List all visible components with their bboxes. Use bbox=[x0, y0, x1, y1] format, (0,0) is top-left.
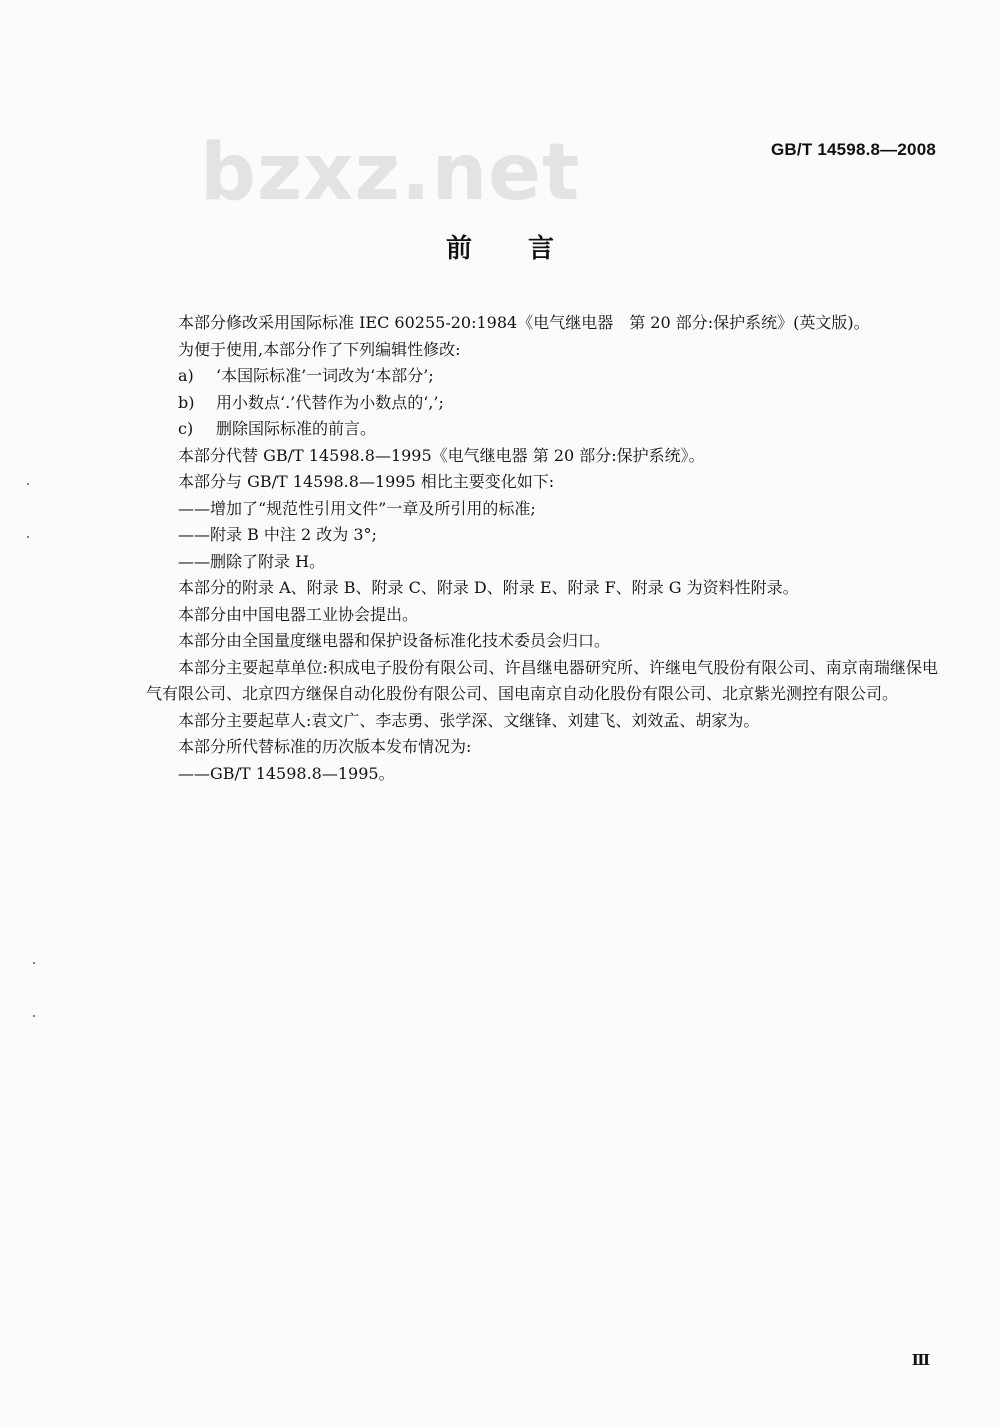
paragraph-replaces: 本部分代替 GB/T 14598.8—1995《电气继电器 第 20 部分:保护系统》。 bbox=[178, 445, 705, 465]
edit-item-label: b) bbox=[178, 392, 195, 412]
edit-item-text: ‘本国际标准’一词改为‘本部分’; bbox=[216, 366, 434, 385]
scan-speck bbox=[33, 1015, 35, 1017]
scan-speck bbox=[33, 962, 35, 964]
scan-speck bbox=[27, 536, 29, 538]
edit-item-label: a) bbox=[178, 366, 194, 385]
paragraph-drafting-units: 本部分主要起草单位:积成电子股份有限公司、许昌继电器研究所、许继电气股份有限公司、南京南瑞继保电气有限公司、北京四方继保自动化股份有限公司、国电南京自动化股份有限公司、北京紫光测控有限公司。 bbox=[146, 657, 938, 703]
edit-item bbox=[146, 363, 938, 390]
history-item: ——GB/T 14598.8—1995。 bbox=[178, 763, 395, 783]
paragraph-managed-by: 本部分由全国量度继电器和保护设备标准化技术委员会归口。 bbox=[178, 631, 611, 650]
watermark: bzxz.net bbox=[200, 128, 581, 218]
preface-body bbox=[146, 310, 938, 787]
change-item: ——删除了附录 H。 bbox=[178, 551, 326, 571]
paragraph-history-intro: 本部分所代替标准的历次版本发布情况为: bbox=[178, 737, 472, 756]
scan-speck bbox=[27, 483, 29, 485]
edit-item-label: c) bbox=[178, 419, 194, 438]
edit-item-text: 删除国际标准的前言。 bbox=[216, 419, 377, 438]
page-number: Ⅲ bbox=[911, 1351, 930, 1369]
paragraph-appendix-note: 本部分的附录 A、附录 B、附录 C、附录 D、附录 E、附录 F、附录 G 为资料性附录。 bbox=[178, 578, 799, 597]
paragraph-proposed-by: 本部分由中国电器工业协会提出。 bbox=[178, 604, 419, 624]
paragraph-drafters: 本部分主要起草人:袁文广、李志勇、张学深、文继锋、刘建飞、刘效孟、胡家为。 bbox=[178, 710, 760, 730]
paragraph-adoption: 本部分修改采用国际标准 IEC 60255-20:1984《电气继电器 第 20 部分:保护系统》(英文版)。 bbox=[178, 313, 870, 332]
standard-code: GB/T 14598.8—2008 bbox=[771, 140, 936, 159]
change-item: ——附录 B 中注 2 改为 3°; bbox=[178, 525, 377, 544]
paragraph-edit-intro: 为便于使用,本部分作了下列编辑性修改: bbox=[178, 339, 461, 359]
edit-item bbox=[146, 390, 938, 417]
edit-item bbox=[146, 416, 938, 443]
paragraph-changes-intro: 本部分与 GB/T 14598.8—1995 相比主要变化如下: bbox=[178, 472, 555, 491]
edit-item-text: 用小数点‘.’代替作为小数点的‘,’; bbox=[216, 392, 444, 412]
page-title: 前言 bbox=[445, 234, 610, 264]
change-item: ——增加了“规范性引用文件”一章及所引用的标准; bbox=[178, 498, 536, 518]
